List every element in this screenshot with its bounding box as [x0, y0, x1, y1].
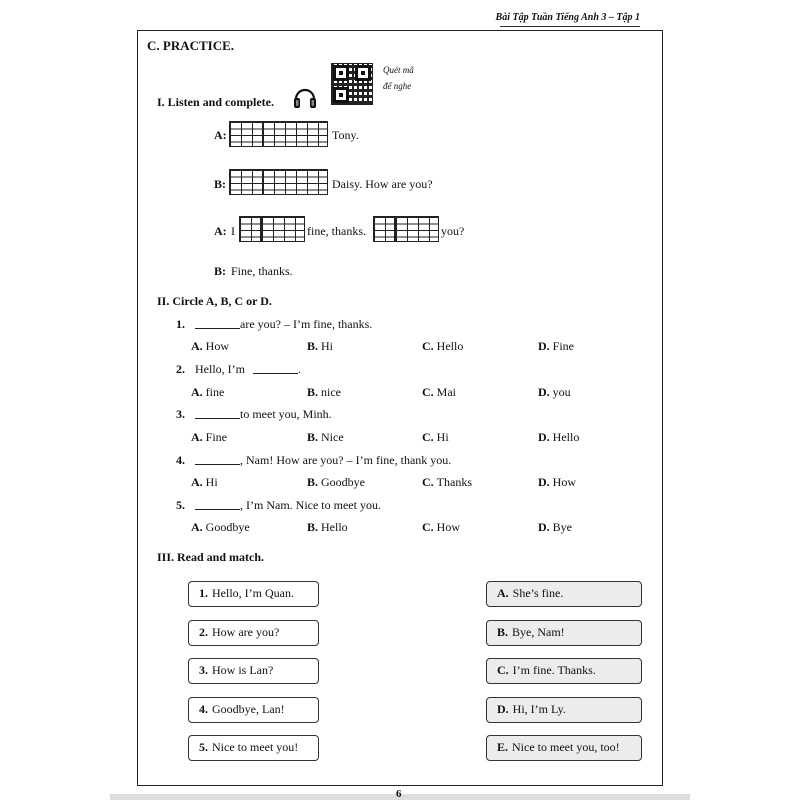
option[interactable] — [191, 475, 218, 490]
option-letter: C. — [422, 520, 434, 534]
item-letter: B. — [497, 625, 509, 639]
option-text: Mai — [436, 385, 457, 399]
option[interactable] — [422, 430, 449, 445]
q4-number: 4. — [176, 453, 185, 467]
option-letter: A. — [191, 520, 203, 534]
option[interactable] — [191, 385, 224, 400]
line3-after: you? — [441, 224, 465, 238]
option-text: Thanks — [436, 475, 472, 489]
option[interactable] — [422, 475, 472, 490]
item-number: 1. — [199, 586, 208, 600]
option-letter: D. — [538, 339, 550, 353]
option-letter: C. — [422, 430, 434, 444]
headphones-icon — [292, 84, 318, 110]
option-text: How — [552, 475, 577, 489]
option-text: you — [552, 385, 571, 399]
option[interactable] — [307, 430, 344, 445]
item-number: 4. — [199, 702, 208, 716]
match-right-item[interactable] — [486, 658, 642, 684]
option[interactable] — [307, 339, 333, 354]
answer-blank[interactable] — [195, 408, 240, 419]
option[interactable] — [538, 475, 576, 490]
option[interactable] — [538, 520, 572, 535]
option-letter: C. — [422, 339, 434, 353]
answer-blank[interactable] — [253, 363, 298, 374]
item-text: Nice to meet you, too! — [512, 740, 620, 754]
line2-text: Daisy. How are you? — [332, 177, 433, 191]
option-letter: C. — [422, 385, 434, 399]
item-text: Goodbye, Lan! — [212, 702, 285, 716]
option[interactable] — [191, 339, 229, 354]
option[interactable] — [538, 339, 574, 354]
option-text: Hello — [436, 339, 464, 353]
line3-speaker: A: — [214, 224, 227, 238]
option-text: Bye — [552, 520, 573, 534]
q3-number: 3. — [176, 407, 185, 421]
line2-speaker: B: — [214, 177, 226, 191]
item-text: She’s fine. — [512, 586, 564, 600]
option-letter: D. — [538, 385, 550, 399]
option[interactable] — [307, 520, 348, 535]
page-number: 6 — [396, 788, 402, 800]
q1-text: are you? – I’m fine, thanks. — [240, 317, 373, 331]
qr-code-icon[interactable] — [331, 63, 373, 105]
match-left-item[interactable] — [188, 581, 319, 607]
q3-text: to meet you, Minh. — [240, 407, 332, 421]
option-text: Goodbye — [205, 520, 250, 534]
option[interactable] — [422, 339, 463, 354]
q5-text: , I’m Nam. Nice to meet you. — [240, 498, 381, 512]
answer-blank[interactable] — [195, 318, 240, 329]
option[interactable] — [422, 520, 460, 535]
section-title: C. PRACTICE. — [147, 38, 235, 53]
option-text: Hello — [552, 430, 580, 444]
item-letter: D. — [497, 702, 509, 716]
option-letter: A. — [191, 430, 203, 444]
answer-blank[interactable] — [195, 454, 240, 465]
option[interactable] — [422, 385, 456, 400]
match-left-item[interactable] — [188, 735, 319, 761]
option-text: fine — [205, 385, 225, 399]
option-text: Hi — [321, 339, 334, 353]
item-text: I’m fine. Thanks. — [512, 663, 596, 677]
option-text: Hi — [436, 430, 449, 444]
q5-number: 5. — [176, 498, 185, 512]
item-text: How are you? — [212, 625, 280, 639]
answer-blank[interactable] — [195, 499, 240, 510]
qr-note-line-1: Quét mã — [383, 65, 414, 75]
item-text: How is Lan? — [212, 663, 274, 677]
option-letter: D. — [538, 475, 550, 489]
match-right-item[interactable] — [486, 735, 642, 761]
option-letter: B. — [307, 475, 319, 489]
option-letter: A. — [191, 385, 203, 399]
part2-title: II. Circle A, B, C or D. — [157, 294, 272, 308]
writing-grid[interactable] — [239, 216, 305, 242]
item-letter: A. — [497, 586, 509, 600]
q2-number: 2. — [176, 362, 185, 376]
header-rule — [500, 26, 640, 27]
item-text: Nice to meet you! — [212, 740, 299, 754]
option-letter: A. — [191, 475, 203, 489]
line3-pre: I — [231, 224, 235, 238]
option[interactable] — [538, 385, 571, 400]
line4-speaker: B: — [214, 264, 226, 278]
item-text: Hi, I’m Ly. — [512, 702, 566, 716]
match-right-item[interactable] — [486, 697, 642, 723]
line1-speaker: A: — [214, 128, 227, 142]
option-text: Goodbye — [321, 475, 366, 489]
option-text: How — [205, 339, 230, 353]
item-text: Bye, Nam! — [512, 625, 565, 639]
option-text: nice — [321, 385, 342, 399]
q2-post: . — [298, 362, 301, 376]
part3-title: III. Read and match. — [157, 550, 265, 564]
writing-grid[interactable] — [373, 216, 439, 242]
option-text: Hello — [321, 520, 348, 534]
item-number: 3. — [199, 663, 208, 677]
line1-text: Tony. — [332, 128, 359, 142]
option-letter: D. — [538, 520, 550, 534]
q2-pre: Hello, I’m — [195, 362, 245, 376]
line4-text: Fine, thanks. — [231, 264, 293, 278]
qr-note — [383, 62, 414, 94]
option[interactable] — [307, 385, 341, 400]
match-left-item[interactable] — [188, 697, 319, 723]
option-text: Hi — [205, 475, 218, 489]
option-letter: B. — [307, 339, 319, 353]
option-text: Nice — [321, 430, 344, 444]
item-number: 2. — [199, 625, 208, 639]
match-right-item[interactable] — [486, 620, 642, 646]
option[interactable] — [191, 520, 250, 535]
option-letter: B. — [307, 385, 319, 399]
option-letter: B. — [307, 430, 319, 444]
option-letter: D. — [538, 430, 550, 444]
writing-grid[interactable] — [229, 169, 328, 195]
option-text: Fine — [552, 339, 575, 353]
match-right-item[interactable] — [486, 581, 642, 607]
match-left-item[interactable] — [188, 620, 319, 646]
option[interactable] — [307, 475, 365, 490]
option-letter: B. — [307, 520, 319, 534]
qr-note-line-2: để nghe — [383, 81, 412, 91]
option[interactable] — [191, 430, 227, 445]
item-letter: C. — [497, 663, 509, 677]
option[interactable] — [538, 430, 579, 445]
item-text: Hello, I’m Quan. — [212, 586, 294, 600]
writing-grid[interactable] — [229, 121, 328, 147]
q4-text: , Nam! How are you? – I’m fine, thank you. — [240, 453, 452, 467]
option-text: Fine — [205, 430, 228, 444]
item-number: 5. — [199, 740, 208, 754]
option-letter: A. — [191, 339, 203, 353]
part1-title: I. Listen and complete. — [157, 95, 274, 109]
match-left-item[interactable] — [188, 658, 319, 684]
book-header: Bài Tập Tuần Tiếng Anh 3 – Tập 1 — [495, 12, 640, 23]
item-letter: E. — [497, 740, 509, 754]
option-text: How — [436, 520, 461, 534]
q1-number: 1. — [176, 317, 185, 331]
line3-middle: fine, thanks. — [307, 224, 366, 238]
option-letter: C. — [422, 475, 434, 489]
